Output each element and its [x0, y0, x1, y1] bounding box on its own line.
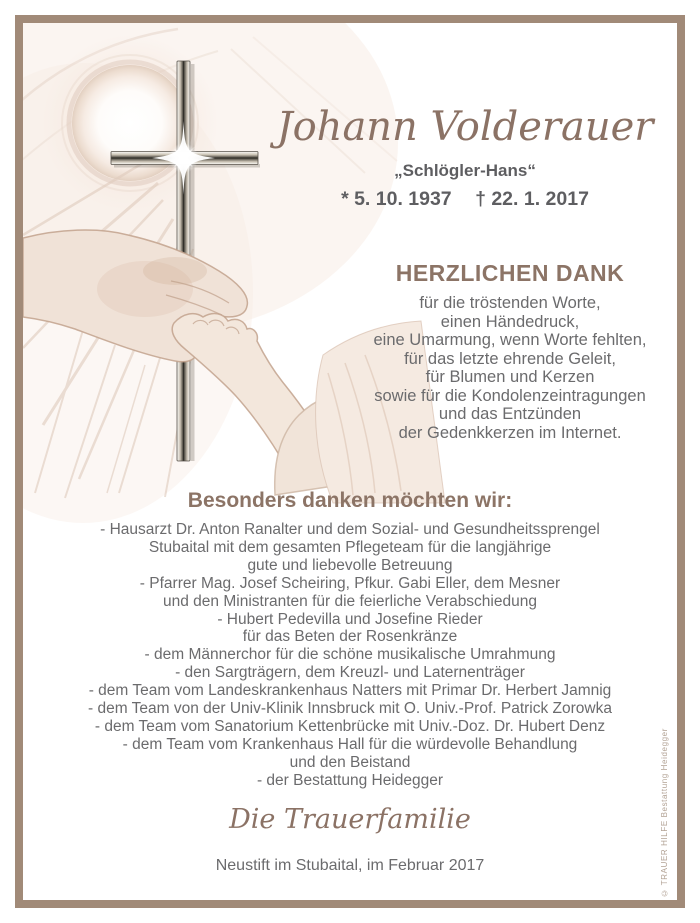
text-line: - dem Team vom Sanatorium Kettenbrücke mit Univ.-Doz. Dr. Hubert Denz	[94, 717, 606, 735]
text-line: für das letzte ehrende Geleit,	[404, 349, 616, 368]
text-line: - dem Männerchor für die schöne musikalische Umrahmung	[144, 646, 556, 664]
text-line: - dem Team vom Krankenhaus Hall für die würdevolle Behandlung	[122, 735, 578, 753]
text-line: gute und liebevolle Betreuung	[247, 556, 453, 574]
text-line: und den Beistand	[289, 753, 411, 771]
text-line: sowie für die Kondolenzeintragungen	[374, 386, 646, 405]
signature: Die Trauerfamilie	[229, 804, 471, 835]
text-line: - Hubert Pedevilla und Josefine Rieder	[217, 610, 483, 628]
text-line: Stubaital mit dem gesamten Pflegeteam für die langjährige	[148, 538, 552, 556]
text-line: - den Sargträgern, dem Kreuzl- und Laternenträger	[175, 664, 525, 682]
text-line: eine Umarmung, wenn Worte fehlten,	[373, 331, 647, 349]
text-line: und den Ministranten für die feierliche Verabschiedung	[163, 592, 537, 610]
text-line: für die tröstenden Worte,	[419, 294, 601, 312]
text-line: - Pfarrer Mag. Josef Scheiring, Pfkur. Gabi Eller, dem Mesner	[139, 574, 561, 592]
text-line: für Blumen und Kerzen	[425, 368, 595, 386]
text-line: - der Bestattung Heidegger	[256, 771, 444, 789]
death-date: † 22. 1. 2017	[475, 188, 589, 210]
birth-date: * 5. 10. 1937	[341, 188, 452, 210]
life-dates	[253, 188, 677, 211]
deceased-name: Johann Volderauer	[276, 104, 654, 150]
thanks-text	[343, 294, 677, 442]
text-line: - Hausarzt Dr. Anton Ranalter und dem Sozial- und Gesundheitssprengel	[100, 521, 600, 538]
deceased-nickname: „Schlögler-Hans“	[394, 161, 536, 180]
special-thanks-list	[23, 521, 677, 790]
text-line: der Gedenkkerzen im Internet.	[398, 423, 622, 442]
text-line: - dem Team vom Landeskrankenhaus Natters mit Primar Dr. Herbert Jamnig	[88, 682, 612, 700]
text-line: für das Beten der Rosenkränze	[242, 628, 458, 646]
thanks-heading: HERZLICHEN DANK	[395, 260, 625, 286]
special-thanks-heading: Besonders danken möchten wir:	[187, 489, 513, 512]
text-line: - dem Team von der Univ-Klinik Innsbruck mit O. Univ.-Prof. Patrick Zorowka	[88, 700, 612, 718]
text-line: einen Händedruck,	[440, 312, 580, 331]
place-date: Neustift im Stubaital, im Februar 2017	[215, 857, 485, 874]
copyright-vertical: © TRAUER HILFE Bestattung Heidegger	[660, 727, 669, 897]
text-line: und das Entzünden	[438, 405, 582, 423]
